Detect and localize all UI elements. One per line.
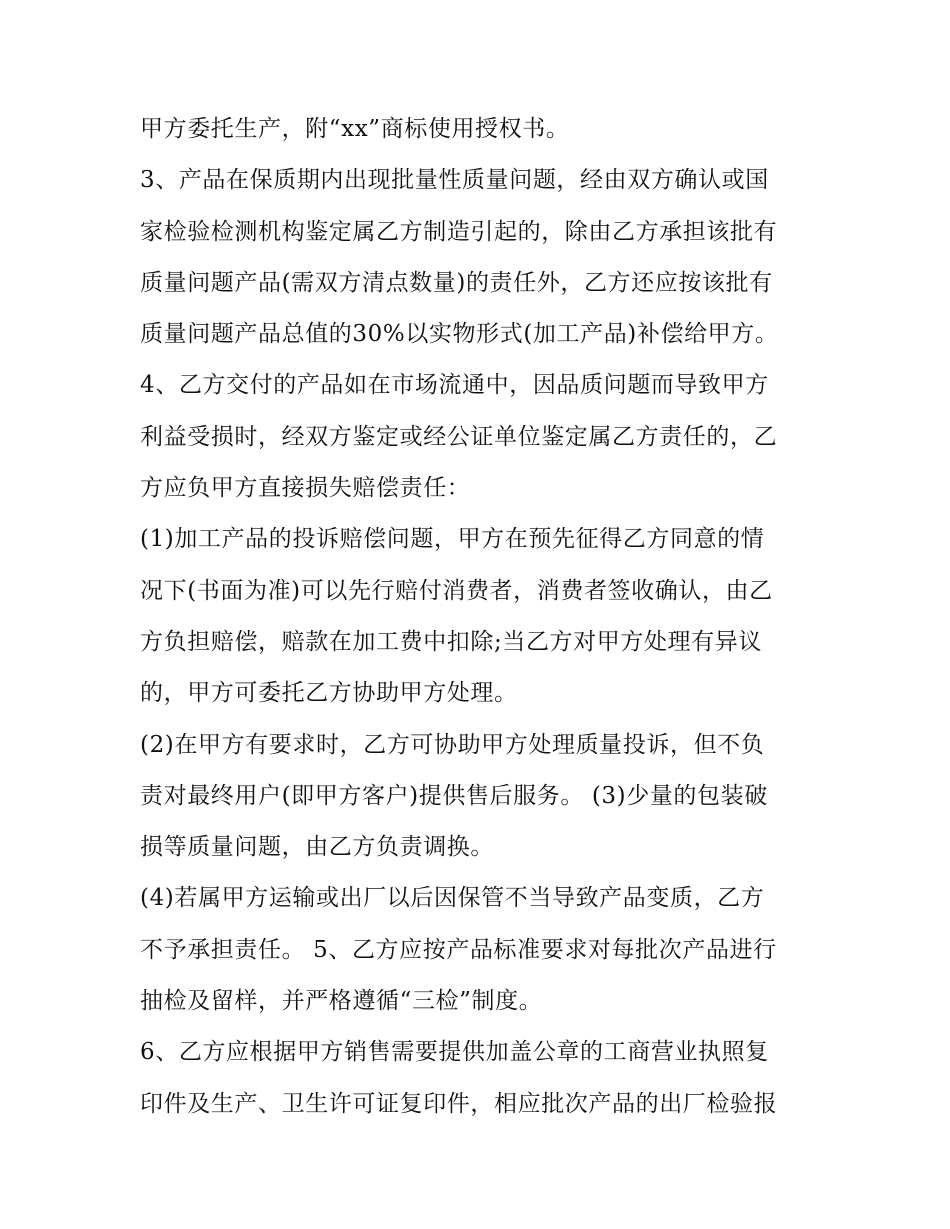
text-line: 损等质量问题，由乙方负责调换。 bbox=[140, 834, 494, 861]
text-line: 方应负甲方直接损失赔偿责任： bbox=[140, 475, 471, 502]
text-line: (2)在甲方有要求时，乙方可协助甲方处理质量投诉，但不负 bbox=[140, 731, 765, 758]
text-line: 抽检及留样，并严格遵循“三检”制度。 bbox=[140, 988, 543, 1015]
text-line: 况下(书面为准)可以先行赔付消费者，消费者签收确认，由乙 bbox=[140, 577, 773, 604]
text-line: 的，甲方可委托乙方协助甲方处理。 bbox=[140, 680, 518, 707]
text-line: 方负担赔偿，赔款在加工费中扣除;当乙方对甲方处理有异议 bbox=[140, 628, 762, 655]
document-body bbox=[140, 104, 840, 1130]
text-line: (4)若属甲方运输或出厂以后因保管不当导致产品变质，乙方 bbox=[140, 885, 765, 912]
text-line: 质量问题产品(需双方清点数量)的责任外，乙方还应按该批有 bbox=[140, 269, 773, 296]
text-line: 质量问题产品总值的30%以实物形式(加工产品)补偿给甲方。 bbox=[140, 321, 779, 348]
text-line: 责对最终用户(即甲方客户)提供售后服务。 (3)少量的包装破 bbox=[140, 782, 768, 809]
text-line: 3、产品在保质期内出现批量性质量问题，经由双方确认或国 bbox=[140, 167, 769, 194]
text-line: 家检验检测机构鉴定属乙方制造引起的，除由乙方承担该批有 bbox=[140, 218, 778, 245]
text-line: 不予承担责任。 5、乙方应按产品标准要求对每批次产品进行 bbox=[140, 936, 777, 963]
text-line: 印件及生产、卫生许可证复印件，相应批次产品的出厂检验报 bbox=[140, 1090, 778, 1117]
text-line: (1)加工产品的投诉赔偿问题，甲方在预先征得乙方同意的情 bbox=[140, 526, 765, 553]
text-line: 甲方委托生产，附“xx”商标使用授权书。 bbox=[140, 116, 570, 142]
text-line: 6、乙方应根据甲方销售需要提供加盖公章的工商营业执照复 bbox=[140, 1039, 769, 1066]
text-line: 利益受损时，经双方鉴定或经公证单位鉴定属乙方责任的，乙 bbox=[140, 423, 778, 450]
text-line: 4、乙方交付的产品如在市场流通中，因品质问题而导致甲方 bbox=[140, 372, 769, 399]
